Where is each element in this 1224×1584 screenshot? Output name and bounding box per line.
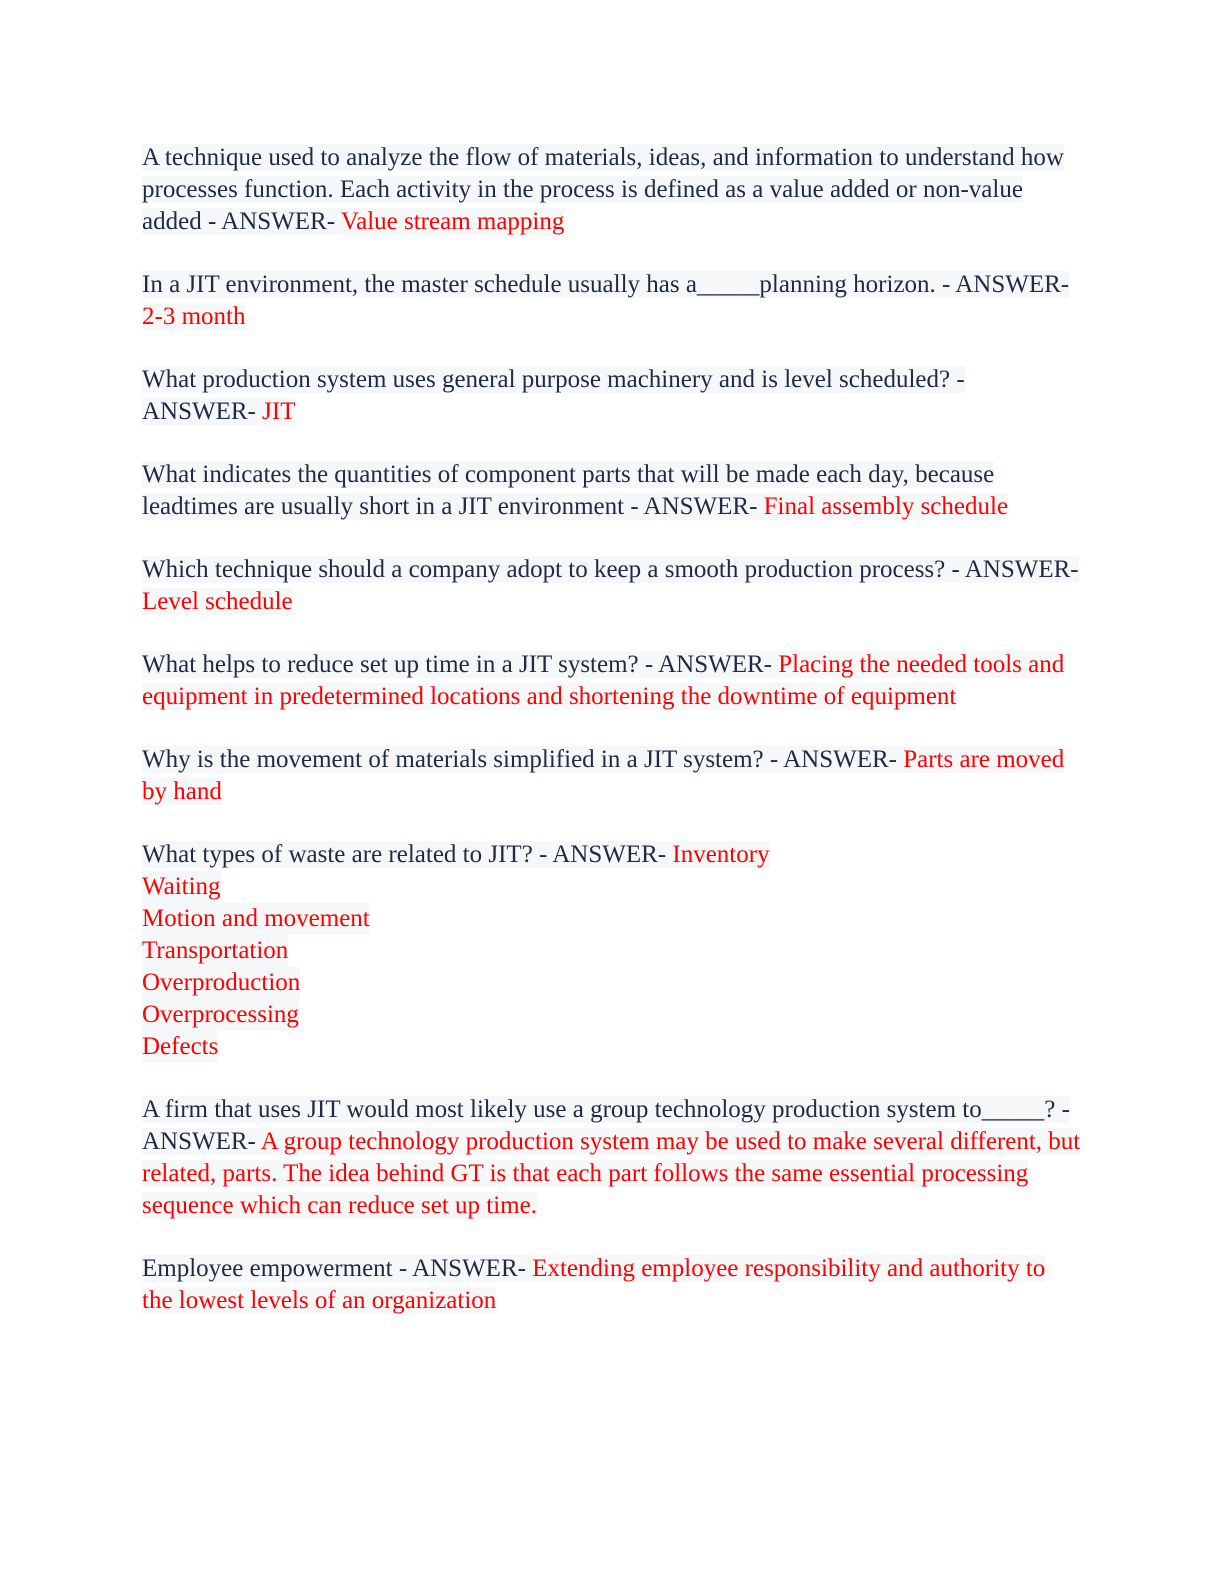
answer-text: Level schedule: [142, 588, 293, 615]
answer-separator: - ANSWER-: [142, 366, 965, 425]
question-text: What types of waste are related to JIT?: [142, 841, 533, 868]
qa-item-5: [142, 554, 1082, 618]
question-text: What indicates the quantities of component parts that will be made each day, because leadtimes are usually short in a JIT environment: [142, 461, 995, 520]
qa-item-3: [142, 364, 1082, 428]
answer-list-item: Motion and movement: [142, 903, 370, 935]
qa-item-8: [142, 839, 1082, 1063]
answer-text: JIT: [255, 398, 296, 425]
answer-list-item: Overproduction: [142, 967, 300, 999]
question-text: Which technique should a company adopt to keep a smooth production process?: [142, 556, 946, 583]
qa-item-6: [142, 649, 1082, 713]
answer-separator: - ANSWER-: [624, 493, 758, 520]
answer-text: Extending employee responsibility and authority to the lowest levels of an organization: [142, 1255, 1046, 1314]
answer-separator: - ANSWER-: [201, 208, 336, 235]
answer-text: Value stream mapping: [335, 208, 565, 235]
answer-text: Placing the needed tools and equipment in predetermined locations and shortening the downtime of equipment: [142, 651, 1065, 710]
document-page: [142, 142, 1082, 1348]
qa-item-1: [142, 142, 1082, 238]
question-text: Employee empowerment: [142, 1255, 393, 1282]
answer-separator: - ANSWER-: [763, 746, 897, 773]
answer-list-item: Defects: [142, 1031, 218, 1063]
qa-item-9: [142, 1094, 1082, 1222]
question-text: A technique used to analyze the flow of materials, ideas, and information to understand how processes function. Each activity in the process is defined as a value added or non-value added: [142, 144, 1064, 235]
question-text: What helps to reduce set up time in a JIT system?: [142, 651, 639, 678]
question-text: What production system uses general purpose machinery and is level scheduled?: [142, 366, 951, 393]
qa-item-10: [142, 1253, 1082, 1317]
qa-item-4: [142, 459, 1082, 523]
answer-separator: - ANSWER-: [945, 556, 1079, 583]
answer-text: Final assembly schedule: [757, 493, 1009, 520]
answer-separator: - ANSWER-: [532, 841, 667, 868]
answer-text: Parts are moved by hand: [142, 746, 1065, 805]
answer-separator: - ANSWER-: [142, 1096, 1070, 1155]
qa-item-2: [142, 269, 1082, 333]
answer-separator: - ANSWER-: [935, 271, 1070, 298]
answer-text: Inventory: [666, 841, 770, 868]
answer-text: 2-3 month: [142, 303, 246, 330]
answer-list-item: Transportation: [142, 935, 288, 967]
answer-list-item: Waiting: [142, 871, 221, 903]
question-text: A firm that uses JIT would most likely use a group technology production system to_____?: [142, 1096, 1056, 1123]
answer-separator: - ANSWER-: [638, 651, 772, 678]
question-text: Why is the movement of materials simplified in a JIT system?: [142, 746, 764, 773]
answer-separator: - ANSWER-: [392, 1255, 526, 1282]
qa-item-7: [142, 744, 1082, 808]
answer-list-item: Overprocessing: [142, 999, 299, 1031]
question-text: In a JIT environment, the master schedule usually has a_____planning horizon.: [142, 271, 936, 298]
answer-text: A group technology production system may be used to make several different, but related, parts. The idea behind GT is that each part follows the same essential processing sequence which can reduce set up time.: [142, 1128, 1081, 1219]
